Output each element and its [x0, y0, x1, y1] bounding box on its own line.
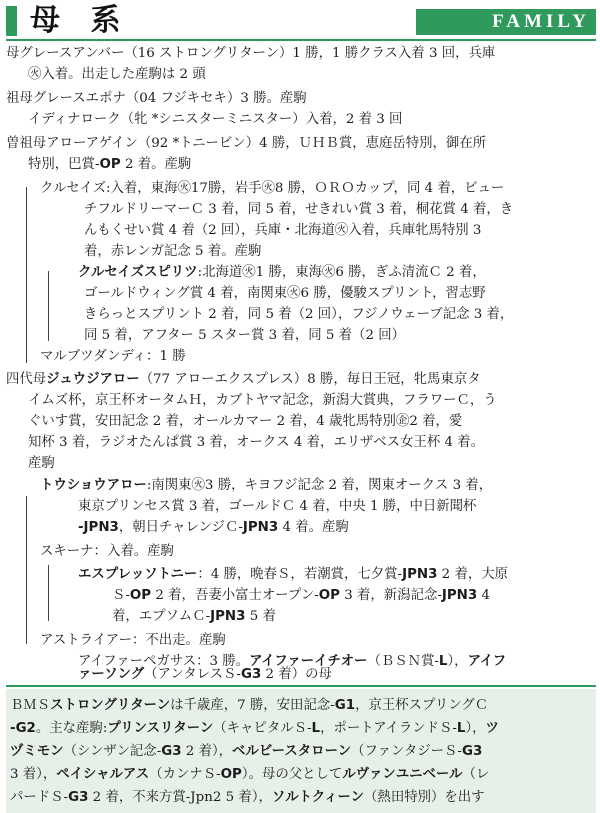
text-line: スキーナ：入着。産駒: [40, 544, 174, 559]
text-line: Ｓ-OP 2 着，吾妻小富士オープン-OP 3 着，新潟記念-JPN3 4: [112, 588, 490, 603]
page-title-english: FAMILY: [416, 9, 596, 35]
text-line: アイファーペガサス：3 勝。アイファーイチオー（ＢＳＮ賞-L），アイフ: [78, 654, 507, 669]
page-title: 母 系: [30, 3, 131, 38]
text-line: 東京プリンセス賞 3 着，ゴールドＣ 4 着，中央 1 勝，中日新聞杯: [78, 499, 477, 514]
bms-rule: [6, 685, 596, 687]
text-line: 祖母グレースエポナ（04 フジキセキ）3 勝。産駒: [6, 91, 307, 106]
text-line: マルブツダンディ：1 勝: [40, 349, 186, 364]
text-line: 着，赤レンガ記念 5 着。産駒: [84, 244, 262, 259]
text-line: んもくせい賞 4 着（2 回），兵庫・北海道㊋入着，兵庫牝馬特別 3: [84, 223, 482, 238]
text-line: ぐいす賞，安田記念 2 着，オールカマー 2 着，4 歳牝馬特別㊭2 着，愛: [28, 414, 463, 429]
text-line: ァーソング（アンタレスＳ-G3 2 着）の母: [78, 667, 332, 682]
bms-line: パードＳ-G3 2 着，不来方賞-Jpn2 5 着），ソルトクィーン（熱田特別）を出す: [10, 790, 485, 805]
bms-line: ＢＭＳストロングリターンは千歳産，7 勝，安田記念-G1，京王杯スプリングＣ: [10, 698, 489, 713]
text-line: -JPN3，朝日チャレンジＣ-JPN3 4 着。産駒: [78, 520, 349, 535]
bms-line: -G2。主な産駒:プリンスリターン（キャピタルＳ-L，ポートアイランドＳ-L），ツ: [10, 721, 499, 736]
text-line: ゴールドウィング賞 4 着，南関東㊋6 勝，優駿スプリント，習志野: [84, 286, 486, 301]
text-line: 母グレースアンバー（16 ストロングリターン）1 勝，1 勝クラス入着 3 回，兵庫: [6, 46, 496, 61]
text-line: チフルドリーマーＣ 3 着，同 5 着，せきれい賞 3 着，桐花賞 4 着，き: [84, 202, 514, 217]
text-line: 知杯 3 着，ラジオたんぱ賞 3 着，オークス 4 着，エリザベス女王杯 4 着。: [28, 435, 485, 450]
text-line: アストライアー：不出走。産駒: [40, 633, 226, 648]
text-line: きらっとスプリント 2 着，同 5 着（2 回），フジノウェーブ記念 3 着，: [84, 307, 514, 322]
text-line: 特別，巴賞-OP 2 着。産駒: [28, 157, 192, 172]
text-line: イディナローク（牝 *シニスターミニスター）入着，2 着 3 回: [28, 112, 403, 127]
header-accent-bar: [6, 6, 17, 36]
text-line: 産駒: [28, 456, 55, 471]
text-line: エスプレッソトニー：4 勝，晩春Ｓ，若潮賞，七夕賞-JPN3 2 着，大原: [78, 567, 509, 582]
tree-connector: [48, 271, 49, 341]
tree-connector: [48, 565, 49, 621]
bms-line: 3 着），ペイシャルアス（カンナＳ-OP）。母の父としてルヴァンユニベール（レ: [10, 767, 490, 782]
section-header: [0, 0, 600, 40]
tree-connector: [26, 187, 27, 363]
text-line: 曽祖母アローアゲイン（92 *トニービン）4 勝，ＵＨＢ賞，恵庭岳特別，御在所: [6, 136, 487, 151]
text-line: ㊋入着。出走した産駒は 2 頭: [28, 67, 206, 82]
text-line: クルセイズ:入着，東海㊋17勝，岩手㊋8 勝，ＯＲＯカップ，同 4 着，ビュー: [40, 181, 505, 196]
text-line: 四代母ジュウジアロー（77 アローエクスプレス）8 勝，毎日王冠，牝馬東京タ: [6, 372, 481, 387]
text-line: クルセイズスピリツ:北海道㊋1 勝，東海㊋6 勝，ぎふ清流Ｃ 2 着，: [78, 265, 486, 280]
bms-line: ヅミモン（シンザン記念-G3 2 着），ベルビースタローン（ファンタジーＳ-G3: [10, 744, 483, 759]
text-line: 同 5 着，アフター 5 スター賞 3 着，同 5 着（2 回）: [84, 328, 405, 343]
text-line: イムズ杯，京王杯オータムＨ，カブトヤマ記念，新潟大賞典，フラワーＣ，う: [28, 393, 497, 408]
tree-connector: [26, 496, 27, 644]
header-rule: [6, 39, 596, 41]
text-line: 着，エプソムＣ-JPN3 5 着: [112, 609, 276, 624]
text-line: トウショウアロー:南関東㊋3 勝，キヨフジ記念 2 着，関東オークス 3 着，: [40, 478, 493, 493]
bms-section: [6, 689, 596, 813]
